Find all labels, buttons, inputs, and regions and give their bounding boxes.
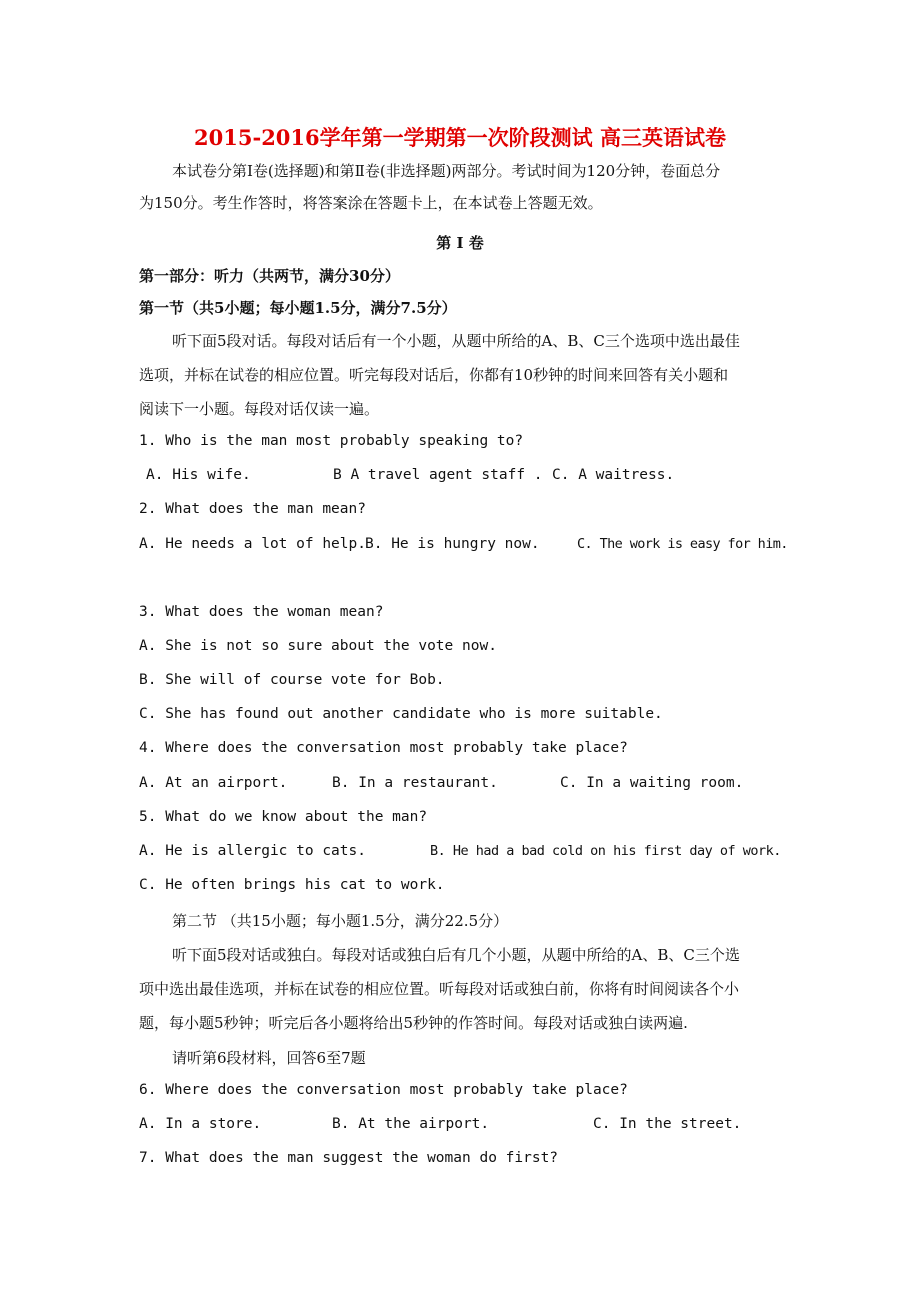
question-3-option-b: B. She will of course vote for Bob. — [139, 672, 445, 688]
section1-instruction-2: 选项，并标在试卷的相应位置。听完每段对话后，你都有10秒钟的时间来回答有关小题和 — [139, 366, 729, 384]
question-2-option-b: B. He is hungry now. — [365, 536, 540, 552]
question-4-stem: 4. Where does the conversation most probably take place? — [139, 740, 628, 756]
section2-instruction-1: 听下面5段对话或独白。每段对话或独白后有几个小题，从题中所给的A、B、C三个选 — [172, 946, 740, 964]
question-5-option-c: C. He often brings his cat to work. — [139, 877, 445, 893]
question-2-option-a: A. He needs a lot of help. — [139, 536, 366, 552]
question-2-option-c: C. The work is easy for him. — [577, 536, 788, 552]
question-1-option-c: C. A waitress. — [552, 467, 675, 483]
question-3-option-a: A. She is not so sure about the vote now. — [139, 638, 497, 654]
intro-line-1: 本试卷分第Ⅰ卷(选择题)和第Ⅱ卷(非选择题)两部分。考试时间为120分钟，卷面总分 — [172, 162, 721, 180]
section2-instruction-2: 项中选出最佳选项，并标在试卷的相应位置。听每段对话或独白前，你将有时间阅读各个小 — [139, 980, 740, 998]
question-5-option-b: B. He had a bad cold on his first day of work. — [430, 843, 781, 859]
section1-instruction-1: 听下面5段对话。每段对话后有一个小题，从题中所给的A、B、C三个选项中选出最佳 — [172, 332, 740, 350]
part1-heading: 第一部分：听力（共两节，满分30分） — [139, 267, 400, 285]
question-6-option-b: B. At the airport. — [332, 1116, 490, 1132]
exam-title: 2015-2016学年第一学期第一次阶段测试 高三英语试卷 — [194, 125, 726, 150]
question-4-option-b: B. In a restaurant. — [332, 775, 498, 791]
question-5-stem: 5. What do we know about the man? — [139, 809, 428, 825]
question-1-stem: 1. Who is the man most probably speaking to? — [139, 433, 524, 449]
question-2-stem: 2. What does the man mean? — [139, 501, 366, 517]
section2-heading: 第二节 （共15小题；每小题1.5分，满分22.5分） — [172, 912, 509, 930]
question-7-stem: 7. What does the man suggest the woman do first? — [139, 1150, 559, 1166]
intro-line-2: 为150分。考生作答时，将答案涂在答题卡上，在本试卷上答题无效。 — [139, 194, 603, 212]
section2-material-note: 请听第6段材料，回答6至7题 — [172, 1049, 366, 1067]
section2-instruction-3: 题，每小题5秒钟；听完后各小题将给出5秒钟的作答时间。每段对话或独白读两遍. — [139, 1014, 688, 1032]
section1-instruction-3: 阅读下一小题。每段对话仅读一遍。 — [139, 400, 380, 418]
question-1-option-b: B A travel agent staff . — [333, 467, 543, 483]
question-6-stem: 6. Where does the conversation most probably take place? — [139, 1082, 628, 1098]
question-3-stem: 3. What does the woman mean? — [139, 604, 384, 620]
question-1-option-a: A. His wife. — [146, 467, 251, 483]
volume-label: 第 Ⅰ 卷 — [436, 234, 484, 252]
question-6-option-c: C. In the street. — [593, 1116, 742, 1132]
section1-heading: 第一节（共5小题；每小题1.5分，满分7.5分） — [139, 299, 457, 317]
question-4-option-a: A. At an airport. — [139, 775, 288, 791]
question-4-option-c: C. In a waiting room. — [560, 775, 744, 791]
question-6-option-a: A. In a store. — [139, 1116, 262, 1132]
question-5-option-a: A. He is allergic to cats. — [139, 843, 366, 859]
question-3-option-c: C. She has found out another candidate who is more suitable. — [139, 706, 663, 722]
